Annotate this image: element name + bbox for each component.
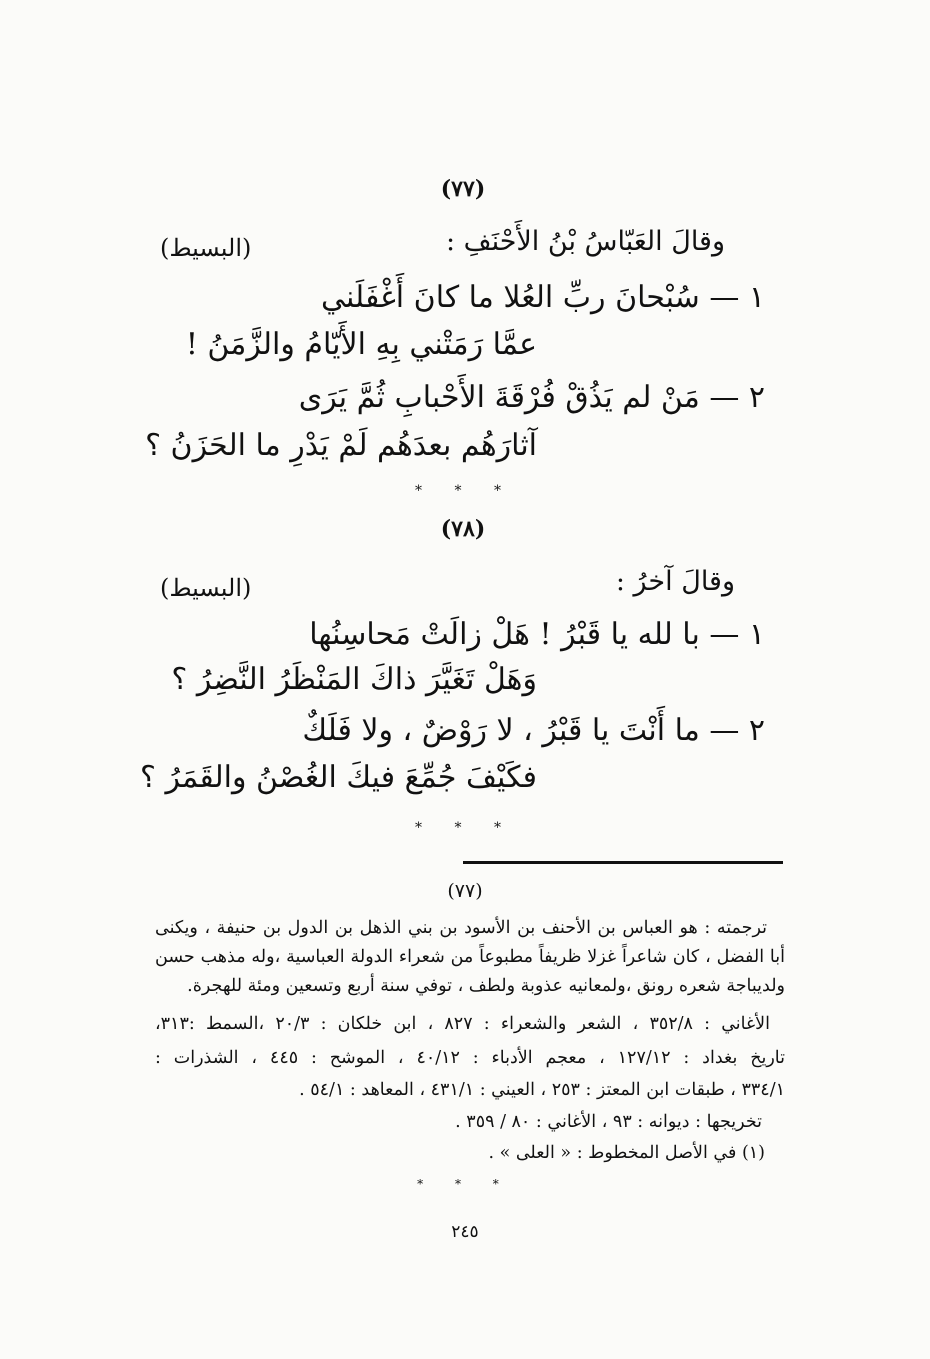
meter-label: (البسيط) xyxy=(160,234,252,262)
verse-hemistich: ١ — با لله يا قَبْرُ ! هَلْ زالَتْ مَحاسِنُها xyxy=(309,617,765,652)
section-separator: * * * xyxy=(415,483,515,499)
poem-intro: وقالَ آخرُ : xyxy=(615,566,735,597)
section-separator: * * * xyxy=(415,820,515,836)
poem-intro: وقالَ العَبّاسُ بْنُ الأَحْنَفِ : xyxy=(445,226,725,257)
verse-hemistich: ٢ — مَنْ لم يَذُقْ فُرْقَةَ الأَحْبابِ ثُمَّ يَرَى xyxy=(298,380,765,415)
verse-hemistich: وَهَلْ تَغَيَّرَ ذاكَ المَنْظَرُ النَّضِرُ ؟ xyxy=(171,662,537,697)
footnote-biography-line: ولديباجة شعره رونق ،ولمعانيه عذوبة ولطف ، توفي سنة أربع وتسعين ومئة للهجرة. xyxy=(187,976,785,996)
footnote-separator: * * * xyxy=(417,1177,513,1191)
footnote-biography-line: أبا الفضل ، كان شاعراً غزلا ظريفاً مطبوعاً من شعراء الدولة العباسية ،وله مذهب حسن xyxy=(155,947,785,967)
footnote-sources-line: الأغاني : ٣٥٢/٨ ، الشعر والشعراء : ٨٢٧ ، ابن خلكان : ٢٠/٣ ،السمط :٣١٣، xyxy=(155,1014,770,1034)
footnote-takhrij: تخريجها : ديوانه : ٩٣ ، الأغاني : ٨٠ / ٣٥٩ . xyxy=(455,1112,762,1132)
footnote-divider xyxy=(463,861,783,864)
footnote-number: (٧٧) xyxy=(447,880,483,902)
verse-hemistich: فكَيْفَ جُمِّعَ فيكَ الغُصْنُ والقَمَرُ ؟ xyxy=(140,760,537,795)
poem-number: (٧٧) xyxy=(440,176,486,202)
verse-hemistich: آثارَهُم بعدَهُم لَمْ يَدْرِ ما الحَزَنُ ؟ xyxy=(145,428,537,463)
footnote-sources-line: تاريخ بغداد : ١٢٧/١٢ ، معجم الأدباء : ٤٠/١٢ ، الموشح : ٤٤٥ ، الشذرات : xyxy=(155,1048,786,1068)
poem-number: (٧٨) xyxy=(440,516,486,542)
page-number: ٢٤٥ xyxy=(451,1222,479,1242)
verse-hemistich: ١ — سُبْحانَ ربِّ العُلا ما كانَ أَغْفَلَني xyxy=(320,280,765,315)
meter-label: (البسيط) xyxy=(160,574,252,602)
footnote-manuscript-note: (١) في الأصل المخطوط : « العلى » . xyxy=(488,1143,765,1163)
verse-hemistich: عمَّا رَمَتْني بِهِ الأَيّامُ والزَّمَنُ ! xyxy=(185,327,537,362)
footnote-sources-line: ٣٣٤/١ ، طبقات ابن المعتز : ٢٥٣ ، العيني : ٤٣١/١ ، المعاهد : ٥٤/١ . xyxy=(299,1080,785,1100)
footnote-biography-line: ترجمته : هو العباس بن الأحنف بن الأسود بن بني الذهل بن الدول بن حنيفة ، ويكنى xyxy=(155,918,767,938)
verse-hemistich: ٢ — ما أَنْتَ يا قَبْرُ ، لا رَوْضٌ ، ولا فَلَكٌ xyxy=(302,713,765,748)
